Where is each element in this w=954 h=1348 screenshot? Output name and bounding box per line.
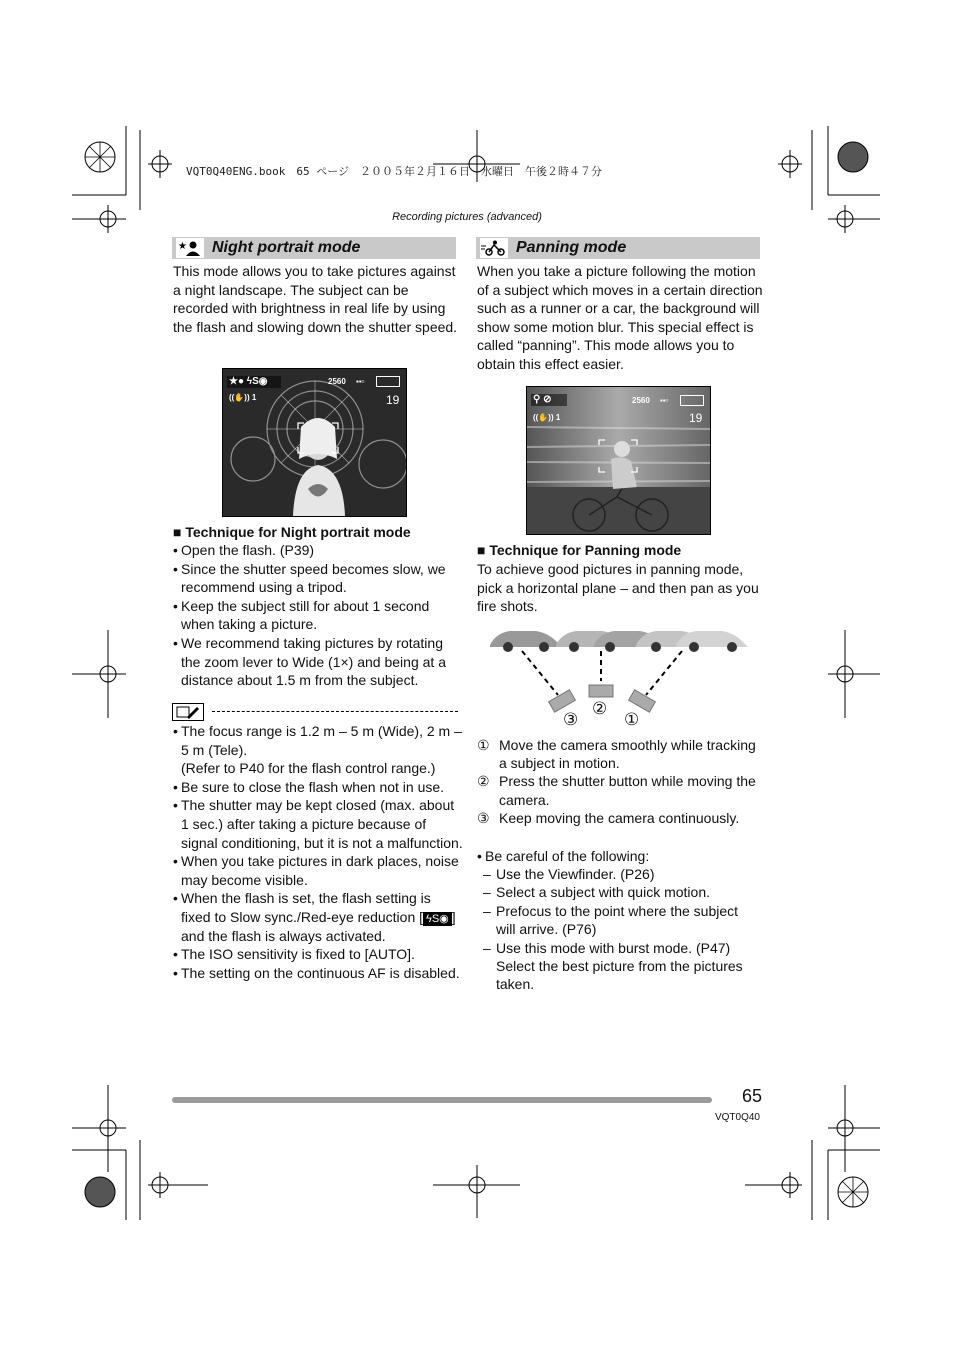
list-item: ① Move the camera smoothly while tracking a subject in motion. xyxy=(477,737,756,772)
scene-mode-osd-icon: ★● ϟS◉ xyxy=(229,376,268,387)
page-number: 65 xyxy=(741,1086,762,1106)
panning-section-header xyxy=(476,237,760,259)
diagram-label-2: ② xyxy=(592,699,608,718)
square-bullet-icon: ■ xyxy=(173,524,182,540)
footer-rule xyxy=(172,1097,712,1103)
diagram-label-1: ① xyxy=(624,710,640,729)
list-item: • The shutter may be kept closed (max. about 1 sec.) after taking a picture because of signal conditioning, but it is not a malfunction. xyxy=(173,796,463,852)
diagram-label-3: ③ xyxy=(563,710,579,729)
list-item: • Be sure to close the flash when not in use. xyxy=(173,778,463,797)
osd-picture-count: 2560 xyxy=(632,396,650,405)
list-item: • The ISO sensitivity is fixed to [AUTO]. xyxy=(173,945,463,964)
panning-technique-heading: ■ Technique for Panning mode xyxy=(477,542,682,558)
square-bullet-icon: ■ xyxy=(477,542,486,558)
list-item: • Be careful of the following: xyxy=(477,847,761,866)
list-item: • Keep the subject still for about 1 second when taking a picture. xyxy=(173,597,461,634)
osd-stabilizer: ((✋)) 1 xyxy=(229,393,257,402)
osd-picture-count: 2560 xyxy=(328,377,346,386)
list-item: ③ Keep moving the camera continuously. xyxy=(477,809,740,826)
document-code: VQT0Q40 xyxy=(714,1112,760,1123)
panning-diagram xyxy=(486,625,750,735)
panning-intro: When you take a picture following the motion of a subject which moves in a certain direction such as a runner or a car, the background will show some motion blur. This special effect is called “panning”. This mode allows you to obtain this effect easier. xyxy=(477,263,763,372)
list-item: • Open the flash. (P39) xyxy=(173,541,461,560)
scene-mode-osd-icon: ⚲ ⊘ xyxy=(533,394,552,405)
list-item: • The setting on the continuous AF is disabled. xyxy=(173,964,463,983)
list-item: • When the flash is set, the flash setting is fixed to Slow sync./Red-eye reduction [ ϟS◉ ] and the flash is always activated. xyxy=(173,889,463,945)
osd-remaining-shots: 19 xyxy=(689,411,703,425)
section-title: Panning mode xyxy=(516,239,627,256)
panning-diagram-illustration xyxy=(486,625,750,715)
dashed-line xyxy=(212,711,458,712)
svg-text:★: ★ xyxy=(178,241,187,252)
section-title: Night portrait mode xyxy=(212,239,361,256)
quality-osd-icon: ▪▪▫ xyxy=(660,396,669,405)
night-technique-list xyxy=(173,541,461,690)
battery-osd-icon xyxy=(376,376,400,387)
careful-heading-list xyxy=(477,847,761,866)
panning-technique-text: To achieve good pictures in panning mode, pick a horizontal plane – and then pan as you fire shots. xyxy=(477,561,759,615)
osd-stabilizer: ((✋)) 1 xyxy=(533,413,561,422)
night-portrait-icon xyxy=(176,238,204,258)
quality-osd-icon: ▪▪▫ xyxy=(356,377,365,386)
list-item: • When you take pictures in dark places, noise may become visible. xyxy=(173,852,463,889)
panning-sample-photo xyxy=(526,386,711,535)
list-item: ② Press the shutter button while moving the camera. xyxy=(477,773,756,808)
list-item: – Use the Viewfinder. (P26) xyxy=(477,865,761,883)
print-info-line: VQT0Q40ENG.book 65 ページ ２００５年２月１６日 水曜日 午後２時４７分 xyxy=(186,165,602,178)
list-item: – Use this mode with burst mode. (P47) Select the best picture from the pictures taken. xyxy=(477,939,761,994)
list-item: • The focus range is 1.2 m – 5 m (Wide), 2 m – 5 m (Tele). (Refer to P40 for the flash control range.) xyxy=(173,722,463,778)
night-portrait-section-header xyxy=(172,237,456,259)
list-item: • We recommend taking pictures by rotating the zoom lever to Wide (1×) and being at a distance about 1.5 m from the subject. xyxy=(173,634,461,690)
night-portrait-intro: This mode allows you to take pictures against a night landscape. The subject can be recorded with brightness in real life by using the flash and slowing down the shutter speed. xyxy=(173,263,458,335)
night-notes-list xyxy=(173,722,463,982)
battery-osd-icon xyxy=(680,395,704,406)
list-item: • Since the shutter speed becomes slow, we recommend using a tripod. xyxy=(173,560,461,597)
list-item: – Select a subject with quick motion. xyxy=(477,883,761,901)
night-technique-heading: ■ Technique for Night portrait mode xyxy=(173,524,411,540)
slow-sync-red-eye-icon: ϟS◉ xyxy=(423,912,452,926)
careful-items-list xyxy=(477,865,761,994)
car-silhouettes xyxy=(490,631,748,652)
panning-steps-list xyxy=(477,736,761,827)
osd-remaining-shots: 19 xyxy=(386,393,400,407)
note-divider xyxy=(172,703,460,721)
panning-icon xyxy=(480,238,508,258)
running-header: Recording pictures (advanced) xyxy=(392,211,542,223)
list-item: – Prefocus to the point where the subject will arrive. (P76) xyxy=(477,902,761,939)
night-portrait-sample-photo xyxy=(222,368,407,517)
note-icon xyxy=(172,703,204,721)
